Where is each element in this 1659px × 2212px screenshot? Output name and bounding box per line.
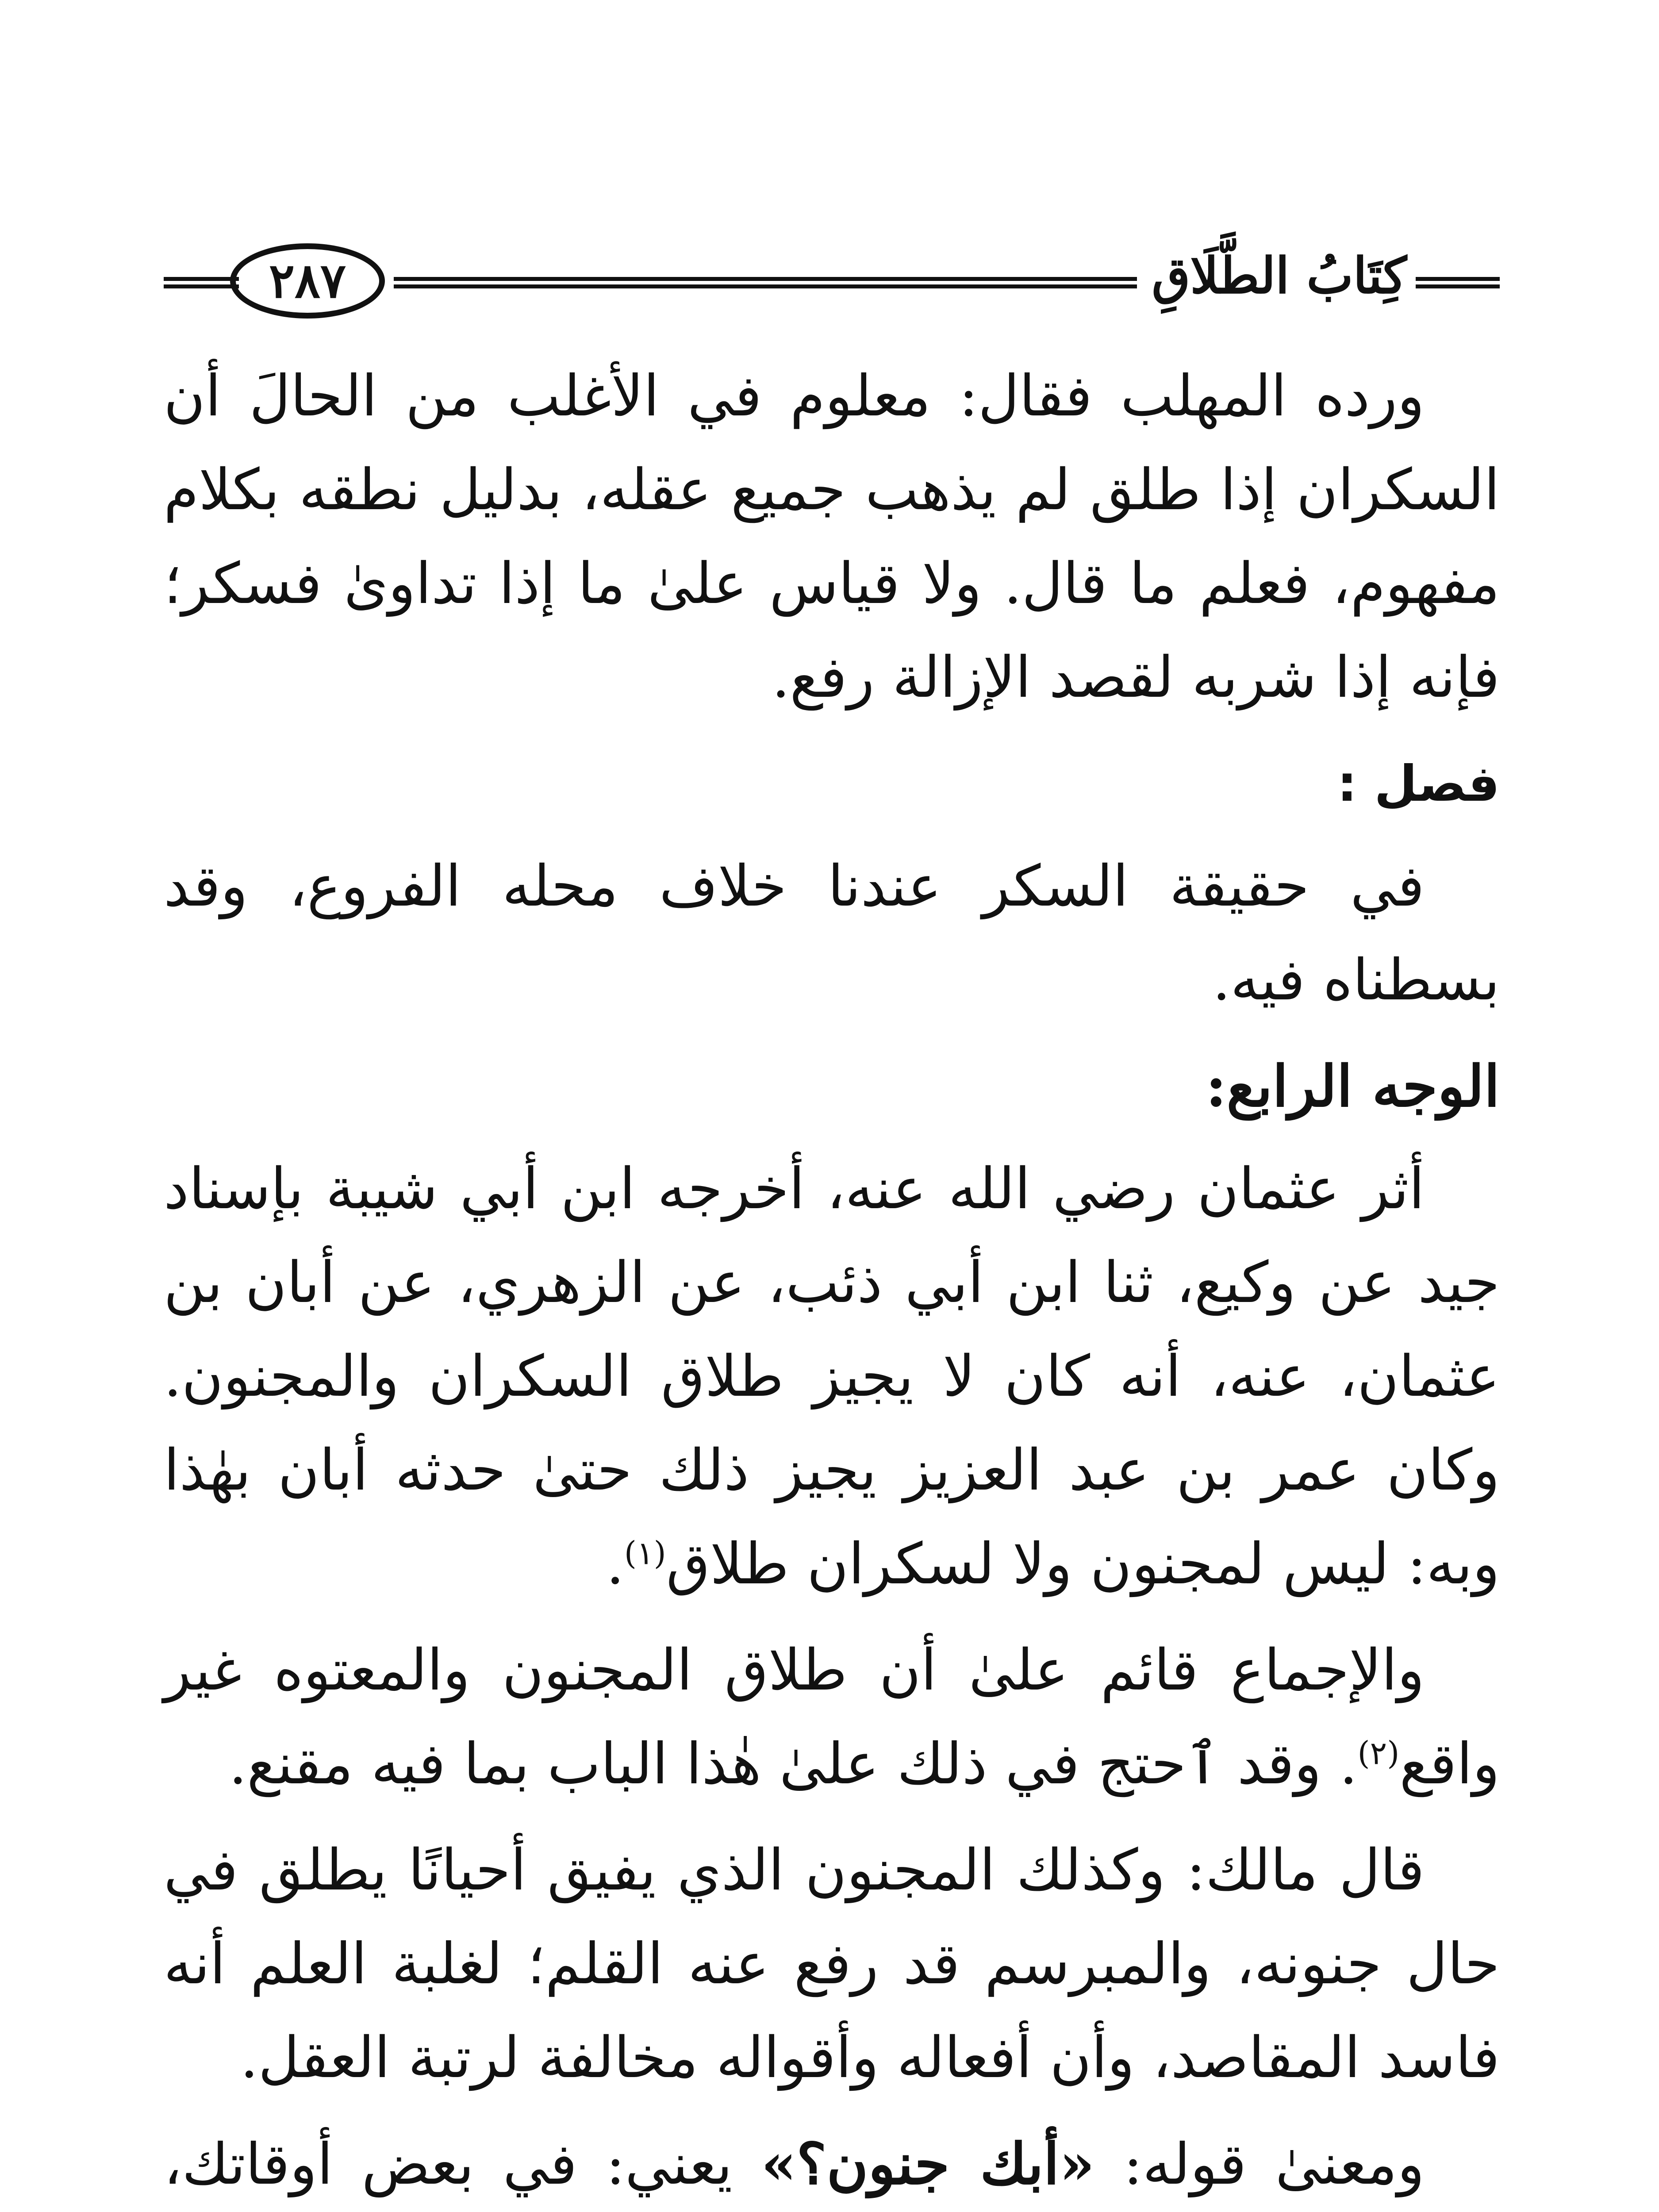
paragraph-3 <box>164 1142 1500 1611</box>
header-rule-middle <box>394 277 1137 288</box>
paragraph-6-text-a: ومعنىٰ قوله: <box>1094 2131 1425 2197</box>
section-heading-fasl: فصل : <box>1337 755 1500 813</box>
footnote-ref-1[interactable]: (١) <box>624 1534 666 1572</box>
paragraph-6 <box>164 2117 1500 2212</box>
paragraph-6-text-b: يعني: في بعض أوقاتك، <box>164 2131 733 2197</box>
section-heading-wajh: الوجه الرابع: <box>1206 1053 1500 1120</box>
paragraph-1: ورده المهلب فقال: معلوم في الأغلب من الحالَ أن السكران إذا طلق لم يذهب جميع عقله، بدليل نطقه بكلام مفهوم، فعلم ما قال. ولا قياس علىٰ ما إذا تداوىٰ فسكر؛ فإنه إذا شربه لقصد الإزالة رفع. <box>164 363 1500 710</box>
running-header <box>164 239 1500 327</box>
paragraph-2: في حقيقة السكر عندنا خلاف محله الفروع، وقد بسطناه فيه. <box>164 853 1500 1013</box>
paragraph-4-text-b: . وقد ٱحتج في ذلك علىٰ هٰذا الباب بما فيه مقنع. <box>229 1731 1358 1797</box>
main-text <box>164 349 1500 2212</box>
chapter-title: كِتَابُ الطَّلَاقِ <box>1152 247 1407 305</box>
paragraph-5: قال مالك: وكذلك المجنون الذي يفيق أحيانًا يطلق في حال جنونه، والمبرسم قد رفع عنه القلم؛ لغلبة العلم أنه فاسد المقاصد، وأن أفعاله وأقواله مخالفة لرتبة العقل. <box>164 1837 1500 2091</box>
paragraph-4-text-a: والإجماع قائم علىٰ أن طلاق المجنون والمعتوه غير واقع <box>164 1637 1500 1797</box>
page-number: ٢٨٧ <box>230 243 385 319</box>
header-rule-left <box>164 277 239 288</box>
paragraph-3-text: أثر عثمان رضي الله عنه، أخرجه ابن أبي شيبة بإسناد جيد عن وكيع، ثنا ابن أبي ذئب، عن الزهري، عن أبان بن عثمان، عنه، أنه كان لا يجيز طلاق السكران والمجنون. وكان عمر بن عبد العزيز يجيز ذلك حتىٰ حدثه أبان بهٰذا وبه: ليس لمجنون ولا لسكران طلاق <box>164 1156 1500 1597</box>
paragraph-4 <box>164 1624 1500 1811</box>
footnote-ref-2[interactable]: (٢) <box>1357 1734 1400 1772</box>
hadith-quote: «أبك جنون؟» <box>761 2131 1095 2197</box>
header-rule-right <box>1416 277 1500 288</box>
paragraph-3-end: . <box>606 1531 624 1597</box>
